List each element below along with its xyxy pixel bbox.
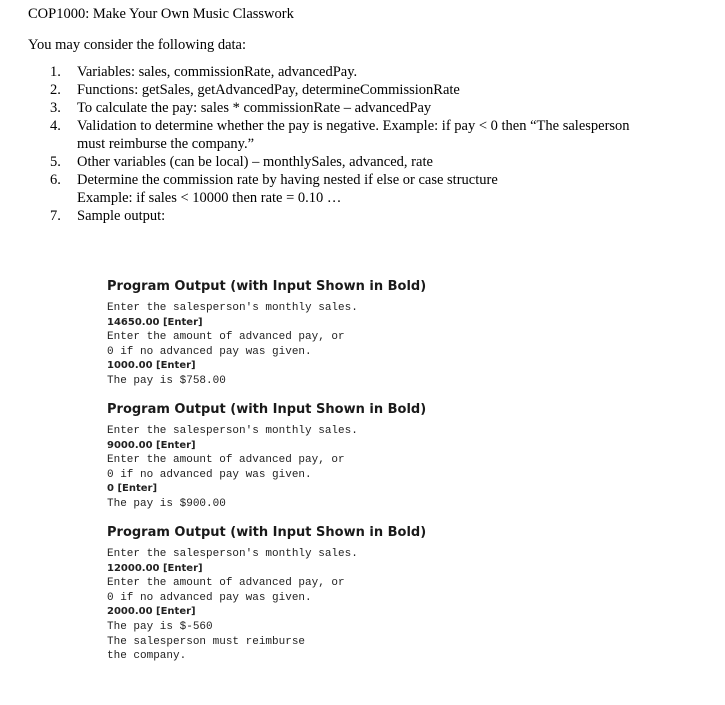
program-output-line: Enter the amount of advanced pay, or — [107, 454, 345, 467]
list-item — [50, 171, 670, 207]
user-input-line: 0 [Enter] — [107, 483, 158, 495]
list-item-number: 3. — [50, 100, 61, 116]
list-item-line: Other variables (can be local) – monthlySales, advanced, rate — [77, 154, 433, 170]
list-item-number: 1. — [50, 64, 61, 80]
list-item-number: 5. — [50, 154, 61, 170]
user-input-line: 9000.00 [Enter] — [107, 439, 196, 451]
intro-text: You may consider the following data: — [28, 37, 247, 53]
list-item-line: Validation to determine whether the pay is negative. Example: if pay < 0 then “The salesperson — [77, 118, 630, 134]
list-item-number: 4. — [50, 118, 61, 134]
list-item-line: Example: if sales < 10000 then rate = 0.10 … — [77, 190, 342, 206]
document-title: COP1000: Make Your Own Music Classwork — [28, 6, 294, 22]
sample-output-block-3 — [107, 525, 527, 664]
list-item-line: Variables: sales, commissionRate, advancedPay. — [77, 64, 358, 80]
user-input-line: 1000.00 [Enter] — [107, 360, 196, 372]
user-input-line: 2000.00 [Enter] — [107, 606, 196, 618]
program-output-line: 0 if no advanced pay was given. — [107, 468, 312, 481]
sample-output-heading: Program Output (with Input Shown in Bold) — [107, 279, 427, 294]
list-item-text — [77, 81, 670, 99]
program-output-line: Enter the salesperson's monthly sales. — [107, 302, 358, 314]
list-item — [50, 63, 670, 81]
program-output-line: The pay is $-560 — [107, 620, 213, 633]
list-item — [50, 207, 670, 225]
program-output-line: The pay is $900.00 — [107, 497, 226, 510]
list-item — [50, 153, 670, 171]
list-item-line: Sample output: — [77, 208, 166, 224]
list-item — [50, 99, 670, 117]
program-output-line: 0 if no advanced pay was given. — [107, 591, 312, 604]
sample-output-body — [107, 547, 527, 664]
program-output-line: The pay is $758.00 — [107, 374, 226, 387]
list-item-number: 2. — [50, 82, 61, 98]
user-input-line: 14650.00 [Enter] — [107, 316, 203, 328]
sample-output-block-2 — [107, 402, 527, 512]
program-output-line: Enter the amount of advanced pay, or — [107, 331, 345, 344]
list-item-text — [77, 207, 670, 225]
program-output-line: Enter the salesperson's monthly sales. — [107, 425, 358, 437]
list-item-line: Functions: getSales, getAdvancedPay, determineCommissionRate — [77, 82, 460, 98]
sample-output-heading: Program Output (with Input Shown in Bold) — [107, 525, 427, 540]
program-output-line: The salesperson must reimburse — [107, 635, 306, 648]
list-item-text — [77, 153, 670, 171]
program-output-line: Enter the salesperson's monthly sales. — [107, 548, 358, 560]
list-item-line: must reimburse the company.” — [77, 136, 255, 152]
list-item-number: 6. — [50, 172, 61, 188]
list-item-line: Determine the commission rate by having nested if else or case structure — [77, 172, 498, 188]
requirements-list — [50, 63, 670, 225]
user-input-line: 12000.00 [Enter] — [107, 562, 203, 574]
list-item-text — [77, 99, 670, 117]
list-item-text — [77, 63, 670, 81]
program-output-line: the company. — [107, 650, 187, 663]
program-output-line: 0 if no advanced pay was given. — [107, 345, 312, 358]
list-item — [50, 81, 670, 99]
sample-output-heading: Program Output (with Input Shown in Bold) — [107, 402, 427, 417]
list-item — [50, 117, 670, 153]
list-item-text — [77, 117, 670, 153]
sample-output-block-1 — [107, 279, 527, 389]
sample-output-body — [107, 424, 527, 512]
list-item-line: To calculate the pay: sales * commissionRate – advancedPay — [77, 100, 432, 116]
program-output-line: Enter the amount of advanced pay, or — [107, 577, 345, 590]
list-item-text — [77, 171, 670, 207]
sample-output-body — [107, 301, 527, 389]
list-item-number: 7. — [50, 208, 61, 224]
